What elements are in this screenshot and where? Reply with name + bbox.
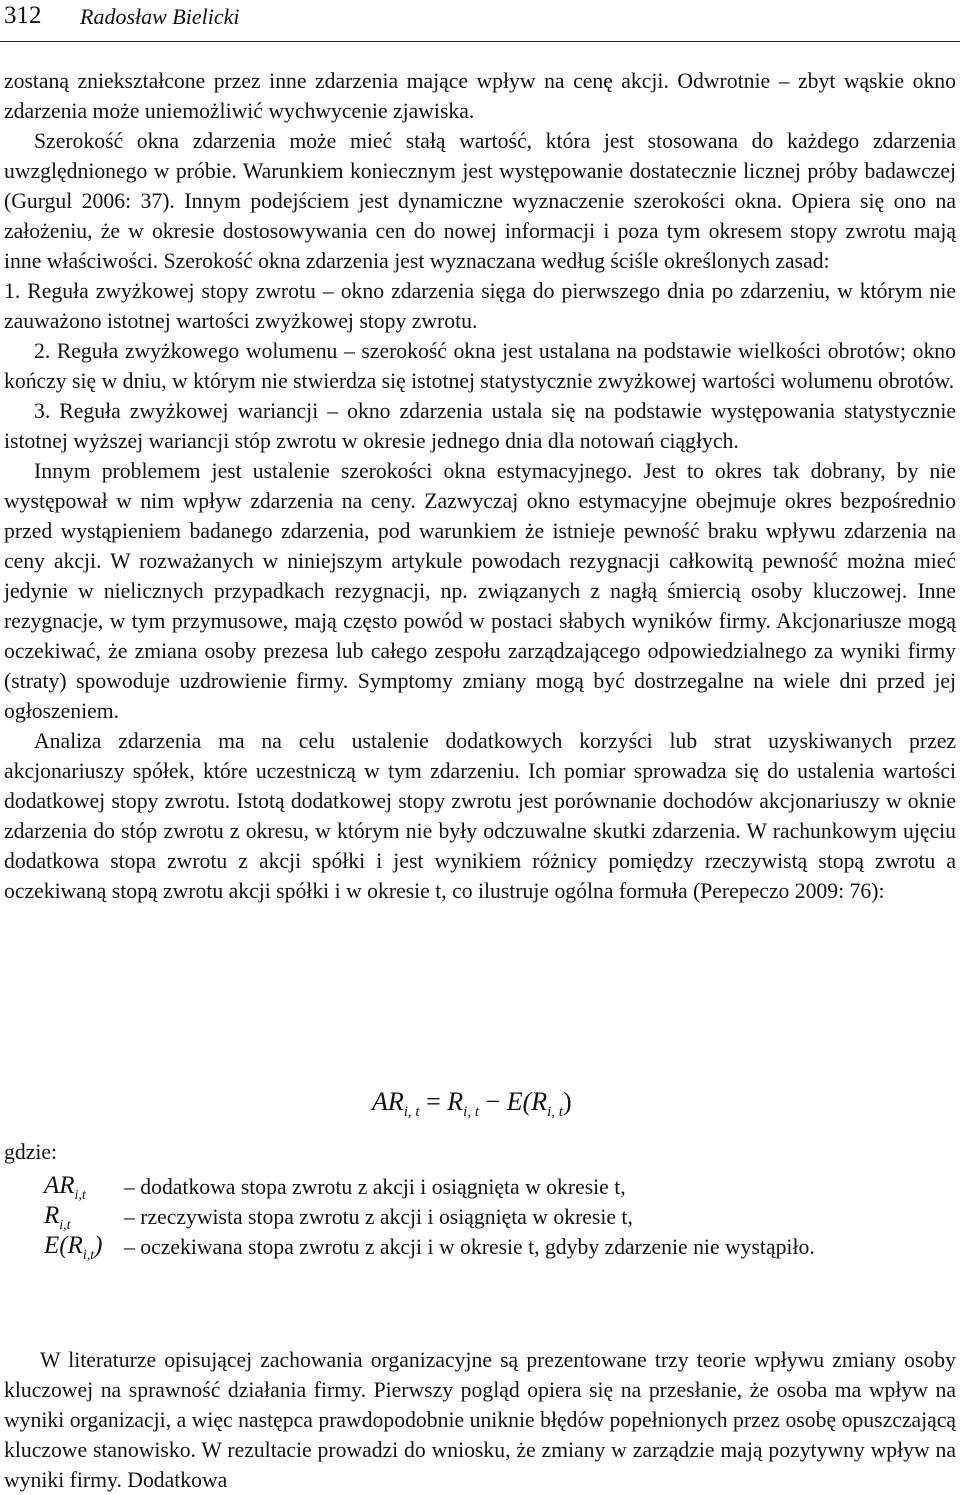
formula-ar: AR [372, 1087, 404, 1116]
formula [372, 1087, 572, 1121]
rule-item: 1. Reguła zwyżkowej stopy zwrotu – okno zdarzenia sięga do pierwszego dnia po zdarzeniu, w którym nie zauważono istotnej wartości zwyżkowej stopy zwrotu. [4, 279, 956, 333]
paragraph: zostaną zniekształcone przez inne zdarzenia mające wpływ na cenę akcji. Odwrotnie – zbyt wąskie okno zdarzenia może uniemożliwić wychwycenie zjawiska. [4, 69, 956, 123]
legend-symbol: $AR_{i,t}$ [44, 1172, 86, 1203]
formula-r: R [447, 1087, 464, 1116]
rule-item: 2. Reguła zwyżkowego wolumenu – szerokość okna jest ustalana na podstawie wielkości obrotów; okno kończy się w dniu, w którym nie stwierdza się istotnej statystycznie zwyżkowej wartości wolumenu obrotów. [4, 339, 956, 393]
legend-symbol: $R_{i,t}$ [44, 1202, 71, 1233]
legend-desc: – oczekiwana stopa zwrotu z akcji i w okresie t, gdyby zdarzenie nie wystąpiło. [124, 1235, 815, 1259]
formula-close: ) [562, 1087, 572, 1116]
rule-item: 3. Reguła zwyżkowej wariancji – okno zdarzenia ustala się na podstawie występowania statystycznie istotnej wyższej wariancji stóp zwrotu w okresie jednego dnia dla notowań ciągłych. [4, 399, 956, 453]
legend-desc: – dodatkowa stopa zwrotu z akcji i osiągnięta w okresie t, [124, 1175, 626, 1199]
page-number: 312 [4, 2, 42, 29]
formula-equals: = [426, 1087, 441, 1116]
legend-desc: – rzeczywista stopa zwrotu z akcji i osiągnięta w okresie t, [124, 1205, 633, 1229]
formula-sub: i, t [547, 1104, 563, 1121]
page-header [0, 0, 960, 44]
formula-sub: i, t [403, 1104, 420, 1121]
formula-r: R [531, 1087, 548, 1116]
header-rule [0, 41, 960, 42]
formula-e: E( [506, 1087, 532, 1116]
legend-intro: gdzie: [4, 1140, 57, 1164]
running-head-author: Radosław Bielicki [80, 4, 240, 29]
paragraph: W literaturze opisującej zachowania organizacyjne są prezentowane trzy teorie wpływu zmiany osoby kluczowej na sprawność działania firmy. Pierwszy pogląd opiera się na przesłanie, że osoba ma wpływ na wyniki organizacji, a więc następca prawdopodobnie uniknie błędów popełnionych przez osobę opuszczającą kluczowe stanowisko. W rezultacie prowadzi do wniosku, że zmiany w zarządzie mają pozytywny wpływ na wyniki firmy. Dodatkowa [4, 1347, 956, 1492]
paragraph: Analiza zdarzenia ma na celu ustalenie dodatkowych korzyści lub strat uzyskiwanych przez akcjonariuszy spółek, które uczestniczą w tym zdarzeniu. Ich pomiar sprowadza się do ustalenia wartości dodatkowej stopy zwrotu. Istotą dodatkowej stopy zwrotu jest porównanie dochodów akcjonariuszy w oknie zdarzenia do stóp zwrotu z okresu, w którym nie były odczuwalne skutki zdarzenia. W rachunkowym ujęciu dodatkowa stopa zwrotu z akcji spółki i jest wynikiem różnicy pomiędzy rzeczywistą stopą zwrotu a oczekiwaną stopą zwrotu akcji spółki i w okresie t, co ilustruje ogólna formuła (Perepeczo 2009: 76): [4, 729, 956, 903]
formula-minus: − [485, 1087, 501, 1116]
legend-symbol: $E(R_{i,t})$ [44, 1232, 103, 1263]
paragraph: Innym problemem jest ustalenie szerokości okna estymacyjnego. Jest to okres tak dobrany, by nie występował w nim wpływ zdarzenia na ceny. Zazwyczaj okno estymacyjne obejmuje okres bezpośrednio przed wystąpieniem badanego zdarzenia, pod warunkiem że istnieje pewność braku wpływu zdarzenia na ceny akcji. W rozważanych w niniejszym artykule powodach rezygnacji całkowitą pewność można mieć jedynie w nielicznych przypadkach rezygnacji, np. związanych z nagłą śmiercią osoby kluczowej. Inne rezygnacje, w tym przymusowe, mają często powód w postaci słabych wyników firmy. Akcjonariusze mogą oczekiwać, że zmiana osoby prezesa lub całego zespołu zarządzającego odpowiedzialnego za wyniki firmy (straty) spowoduje uzdrowienie firmy. Symptomy zmiany mogą być dostrzegalne na wiele dni przed jej ogłoszeniem. [4, 459, 956, 723]
body-text [4, 66, 956, 906]
paragraph: Szerokość okna zdarzenia może mieć stałą wartość, która jest stosowana do każdego zdarzenia uwzględnionego w próbie. Warunkiem koniecznym jest występowanie dostatecznie licznej próby badawczej (Gurgul 2006: 37). Innym podejściem jest dynamiczne wyznaczenie szerokości okna. Opiera się ono na założeniu, że w okresie dostosowywania cen do nowej informacji i poza tym okresem stopy zwrotu mają inne właściwości. Szerokość okna zdarzenia jest wyznaczana według ściśle określonych zasad: [4, 129, 956, 273]
formula-sub: i, t [463, 1104, 480, 1121]
